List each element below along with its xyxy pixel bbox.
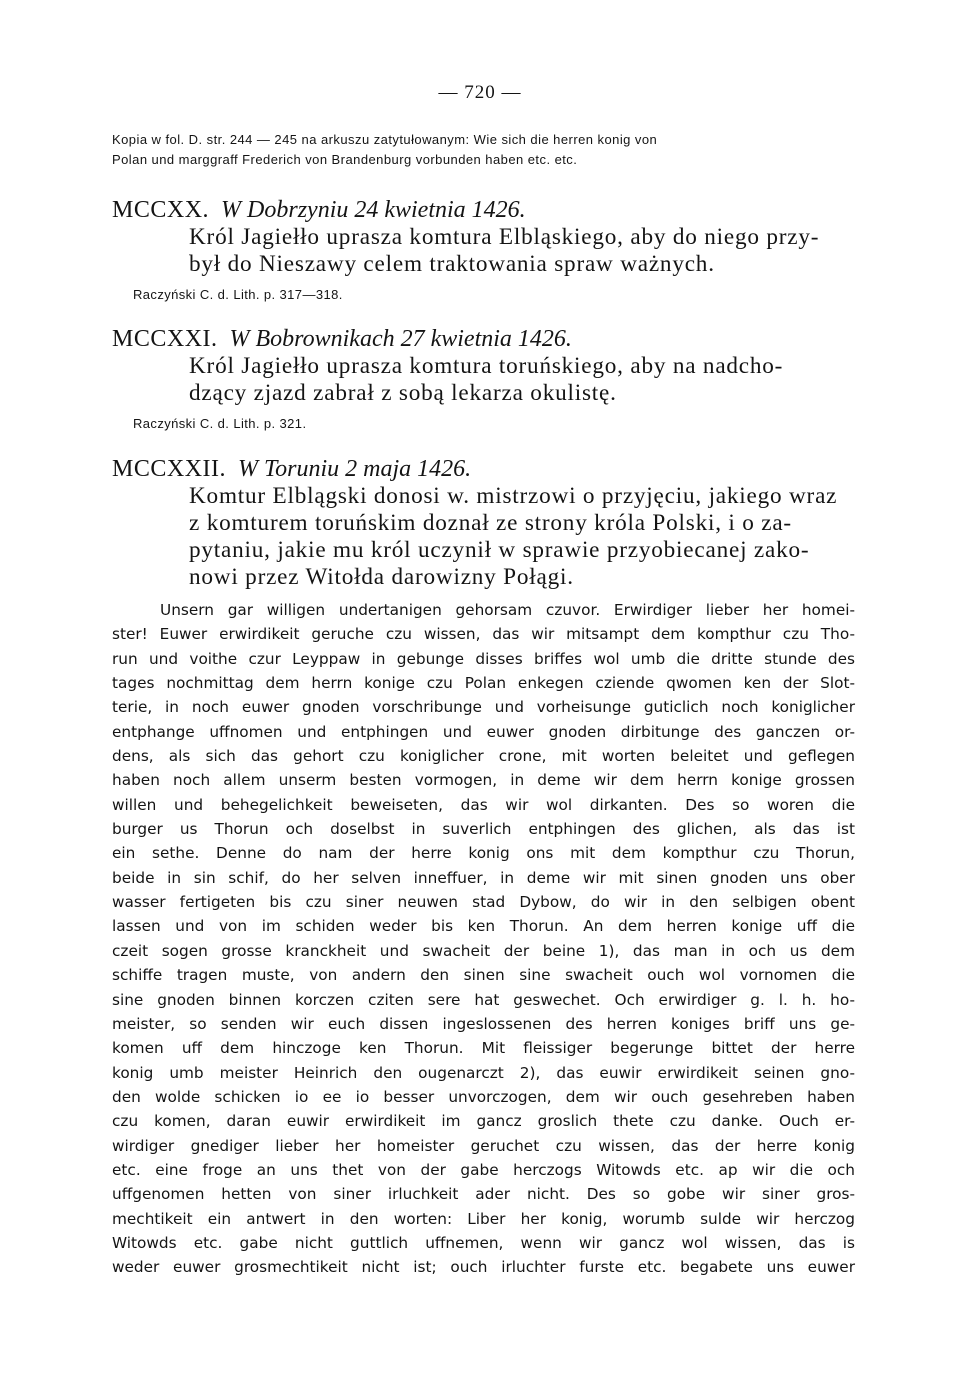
- letter-line: wasser fertigeten bis czu siner neuwen stad Dybow, do wir in den selbigen obent: [112, 893, 855, 912]
- letter-line: dens, als sich das gehort czu koniglicher crone, mit worten beleitet und geflegen: [112, 747, 855, 766]
- entry-heading: [112, 455, 857, 483]
- letter-line: willen und behegelichkeit beweiseten, das wir wol dirkanten. Des so woren die: [112, 795, 855, 814]
- summary-line: nowi przez Witołda darowizny Połągi.: [189, 564, 574, 590]
- letter-line: entphange uffnomen und entphingen und euwer gnoden dirbitunge des ganczen or-: [112, 722, 855, 741]
- letter-line: mechtikeit ein antwert in den worten: Liber her konig, worumb sulde wir herczog: [112, 1209, 855, 1228]
- letter-line: terie, in noch euwer gnoden vorschribunge und vorheisunge guticlich noch koniglicher: [112, 698, 855, 717]
- letter-body: [112, 598, 855, 1280]
- entry-mccxxii: [112, 455, 857, 591]
- letter-line: schiffe tragen muste, von andern den sinen sine swacheit ouch wol vornomen die: [112, 966, 855, 985]
- entry-heading: [112, 325, 857, 353]
- entry-mccxx: [112, 196, 857, 302]
- intro-line: Polan und marggraff Frederich von Brandenburg vorbunden haben etc. etc.: [112, 152, 578, 167]
- intro-note: [112, 130, 857, 170]
- letter-line: uffgenomen hetten von siner irluchkeit ader nicht. Des so gobe wir siner gros-: [112, 1185, 855, 1204]
- letter-line: sine gnoden binnen korczen cziten sere hat geswechet. Och erwirdiger g. l. h. ho-: [112, 990, 855, 1009]
- letter-line: lassen und von im schiden weder bis ken Thorun. An dem herren konige uff die: [112, 917, 855, 936]
- letter-line: tages nochmittag dem herrn konige czu Polan enkegen cziende qwomen ken der Slot-: [112, 674, 855, 693]
- entry-place-date: W Toruniu 2 maja 1426.: [238, 456, 472, 482]
- letter-line: beide in sin schif, do her selven inneffuer, in deme wir mit sinen gnoden uns ober: [112, 868, 855, 887]
- summary-line: z komturem toruńskim doznał ze strony króla Polski, i o za-: [189, 510, 792, 536]
- entry-place-date: W Dobrzyniu 24 kwietnia 1426.: [221, 197, 526, 223]
- entry-summary: [189, 353, 857, 407]
- letter-line: Unsern gar willigen undertanigen gehorsam czuvor. Erwirdiger lieber her homei-: [160, 601, 855, 619]
- letter-line: wirdiger gnediger lieber her homeister geruchet czu wissen, das der herre konig: [112, 1136, 855, 1155]
- summary-line: Król Jagiełło uprasza komtura toruńskiego, aby na nadcho-: [189, 353, 784, 379]
- letter-line: den wolde schicken io ee io besser unvorczogen, dem wir ouch gesehreben haben: [112, 1087, 855, 1106]
- entry-number: MCCXX.: [112, 197, 210, 223]
- entry-source: Raczyński C. d. Lith. p. 321.: [133, 416, 307, 431]
- letter-line: konig umb meister Heinrich den ougenarczt 2), das euwir erwirdikeit seinen gno-: [112, 1063, 855, 1082]
- summary-line: Król Jagiełło uprasza komtura Elbląskiego, aby do niego przy-: [189, 224, 820, 250]
- letter-line: meister, so senden wir euch dissen ingeslossenen des herren koniges briff uns ge-: [112, 1014, 855, 1033]
- intro-line: Kopia w fol. D. str. 244 — 245 na arkuszu zatytułowanym: Wie sich die herren konig von: [112, 132, 658, 147]
- page-number: — 720 —: [438, 82, 522, 103]
- summary-line: był do Nieszawy celem traktowania spraw ważnych.: [189, 251, 715, 277]
- entry-summary: [189, 224, 857, 278]
- entry-source: Raczyński C. d. Lith. p. 317—318.: [133, 287, 343, 302]
- letter-line: Witowds etc. gabe nicht guttlich uffnemen, wenn wir gancz wol wissen, das is: [112, 1233, 855, 1252]
- summary-line: pytaniu, jakie mu król uczynił w sprawie przyobiecanej zako-: [189, 537, 810, 563]
- letter-line: etc. eine froge an uns thet von der gabe herczogs Witowds etc. ap wir die och: [112, 1160, 855, 1179]
- entry-summary: [189, 483, 857, 591]
- letter-line: haben noch allem unserm besten vormogen, in deme wir dem herrn konige grossen: [112, 771, 855, 790]
- entry-number: MCCXXI.: [112, 326, 218, 352]
- entry-number: MCCXXII.: [112, 456, 227, 482]
- letter-line: burger us Thorun och doselbst in suverlich entphingen des glichen, als das ist: [112, 820, 855, 839]
- letter-line: czu komen, daran euwir erwirdikeit im gancz groslich thete czu danke. Ouch er-: [112, 1112, 855, 1131]
- letter-line: ein sethe. Denne do nam der herre konig ons mit dem kompthur czu Thorun,: [112, 844, 855, 863]
- letter-line: run und voithe czur Leyppaw in gebunge disses briffes wol umb die dritte stunde des: [112, 649, 855, 668]
- letter-line: czeit sogen grosse kranckheit und swacheit der beine 1), das man in och us dem: [112, 941, 855, 960]
- summary-line: Komtur Elblągski donosi w. mistrzowi o przyjęciu, jakiego wraz: [189, 483, 838, 509]
- letter-line: weder euwer grosmechtikeit nicht ist; ouch irluchter furste etc. begabete uns euwer: [112, 1258, 855, 1277]
- letter-line: komen uff dem hinczoge ken Thorun. Mit fleissiger begerunge bittet der herre: [112, 1039, 855, 1058]
- entry-mccxxi: [112, 325, 857, 431]
- letter-line: ster! Euwer erwirdikeit geruche czu wissen, das wir mitsampt dem kompthur czu Tho-: [112, 625, 855, 644]
- entry-place-date: W Bobrownikach 27 kwietnia 1426.: [229, 326, 572, 352]
- entry-heading: [112, 196, 857, 224]
- summary-line: dzący zjazd zabrał z sobą lekarza okulistę.: [189, 380, 617, 406]
